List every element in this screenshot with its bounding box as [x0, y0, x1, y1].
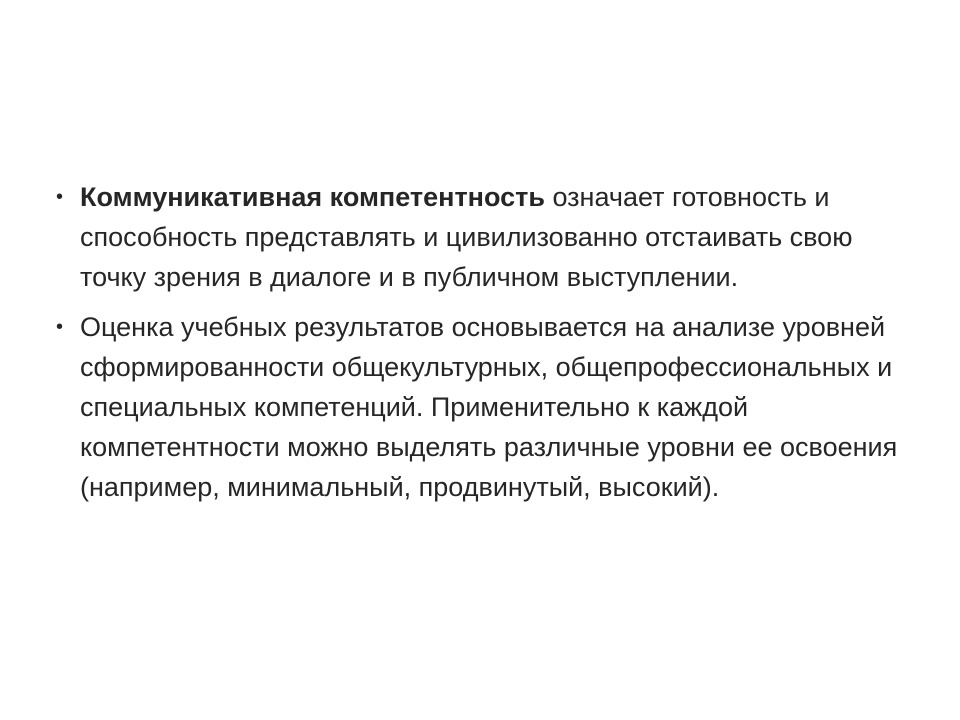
slide-body	[56, 177, 906, 517]
bullet-text: Оценка учебных результатов основывается на анализе уровней сформированности общекультурных, общепрофессиональных и специальных компетенций. Применительно к каждой компетентности можно выделять различные уровни ее освоения (например, минимальный, продвинутый, высокий).	[80, 312, 898, 502]
bullet-item-assessment	[56, 307, 906, 507]
bullet-item-communicative-competence	[56, 177, 906, 297]
bullet-text: означает готовность и способность представлять и цивилизованно отстаивать свою точку зрения в диалоге и в публичном выступлении.	[80, 182, 853, 292]
bullet-icon: •	[56, 186, 64, 208]
bullet-icon: •	[56, 316, 64, 338]
term-bold: Коммуникативная компетентность	[80, 182, 545, 212]
bullet-list	[56, 177, 906, 507]
